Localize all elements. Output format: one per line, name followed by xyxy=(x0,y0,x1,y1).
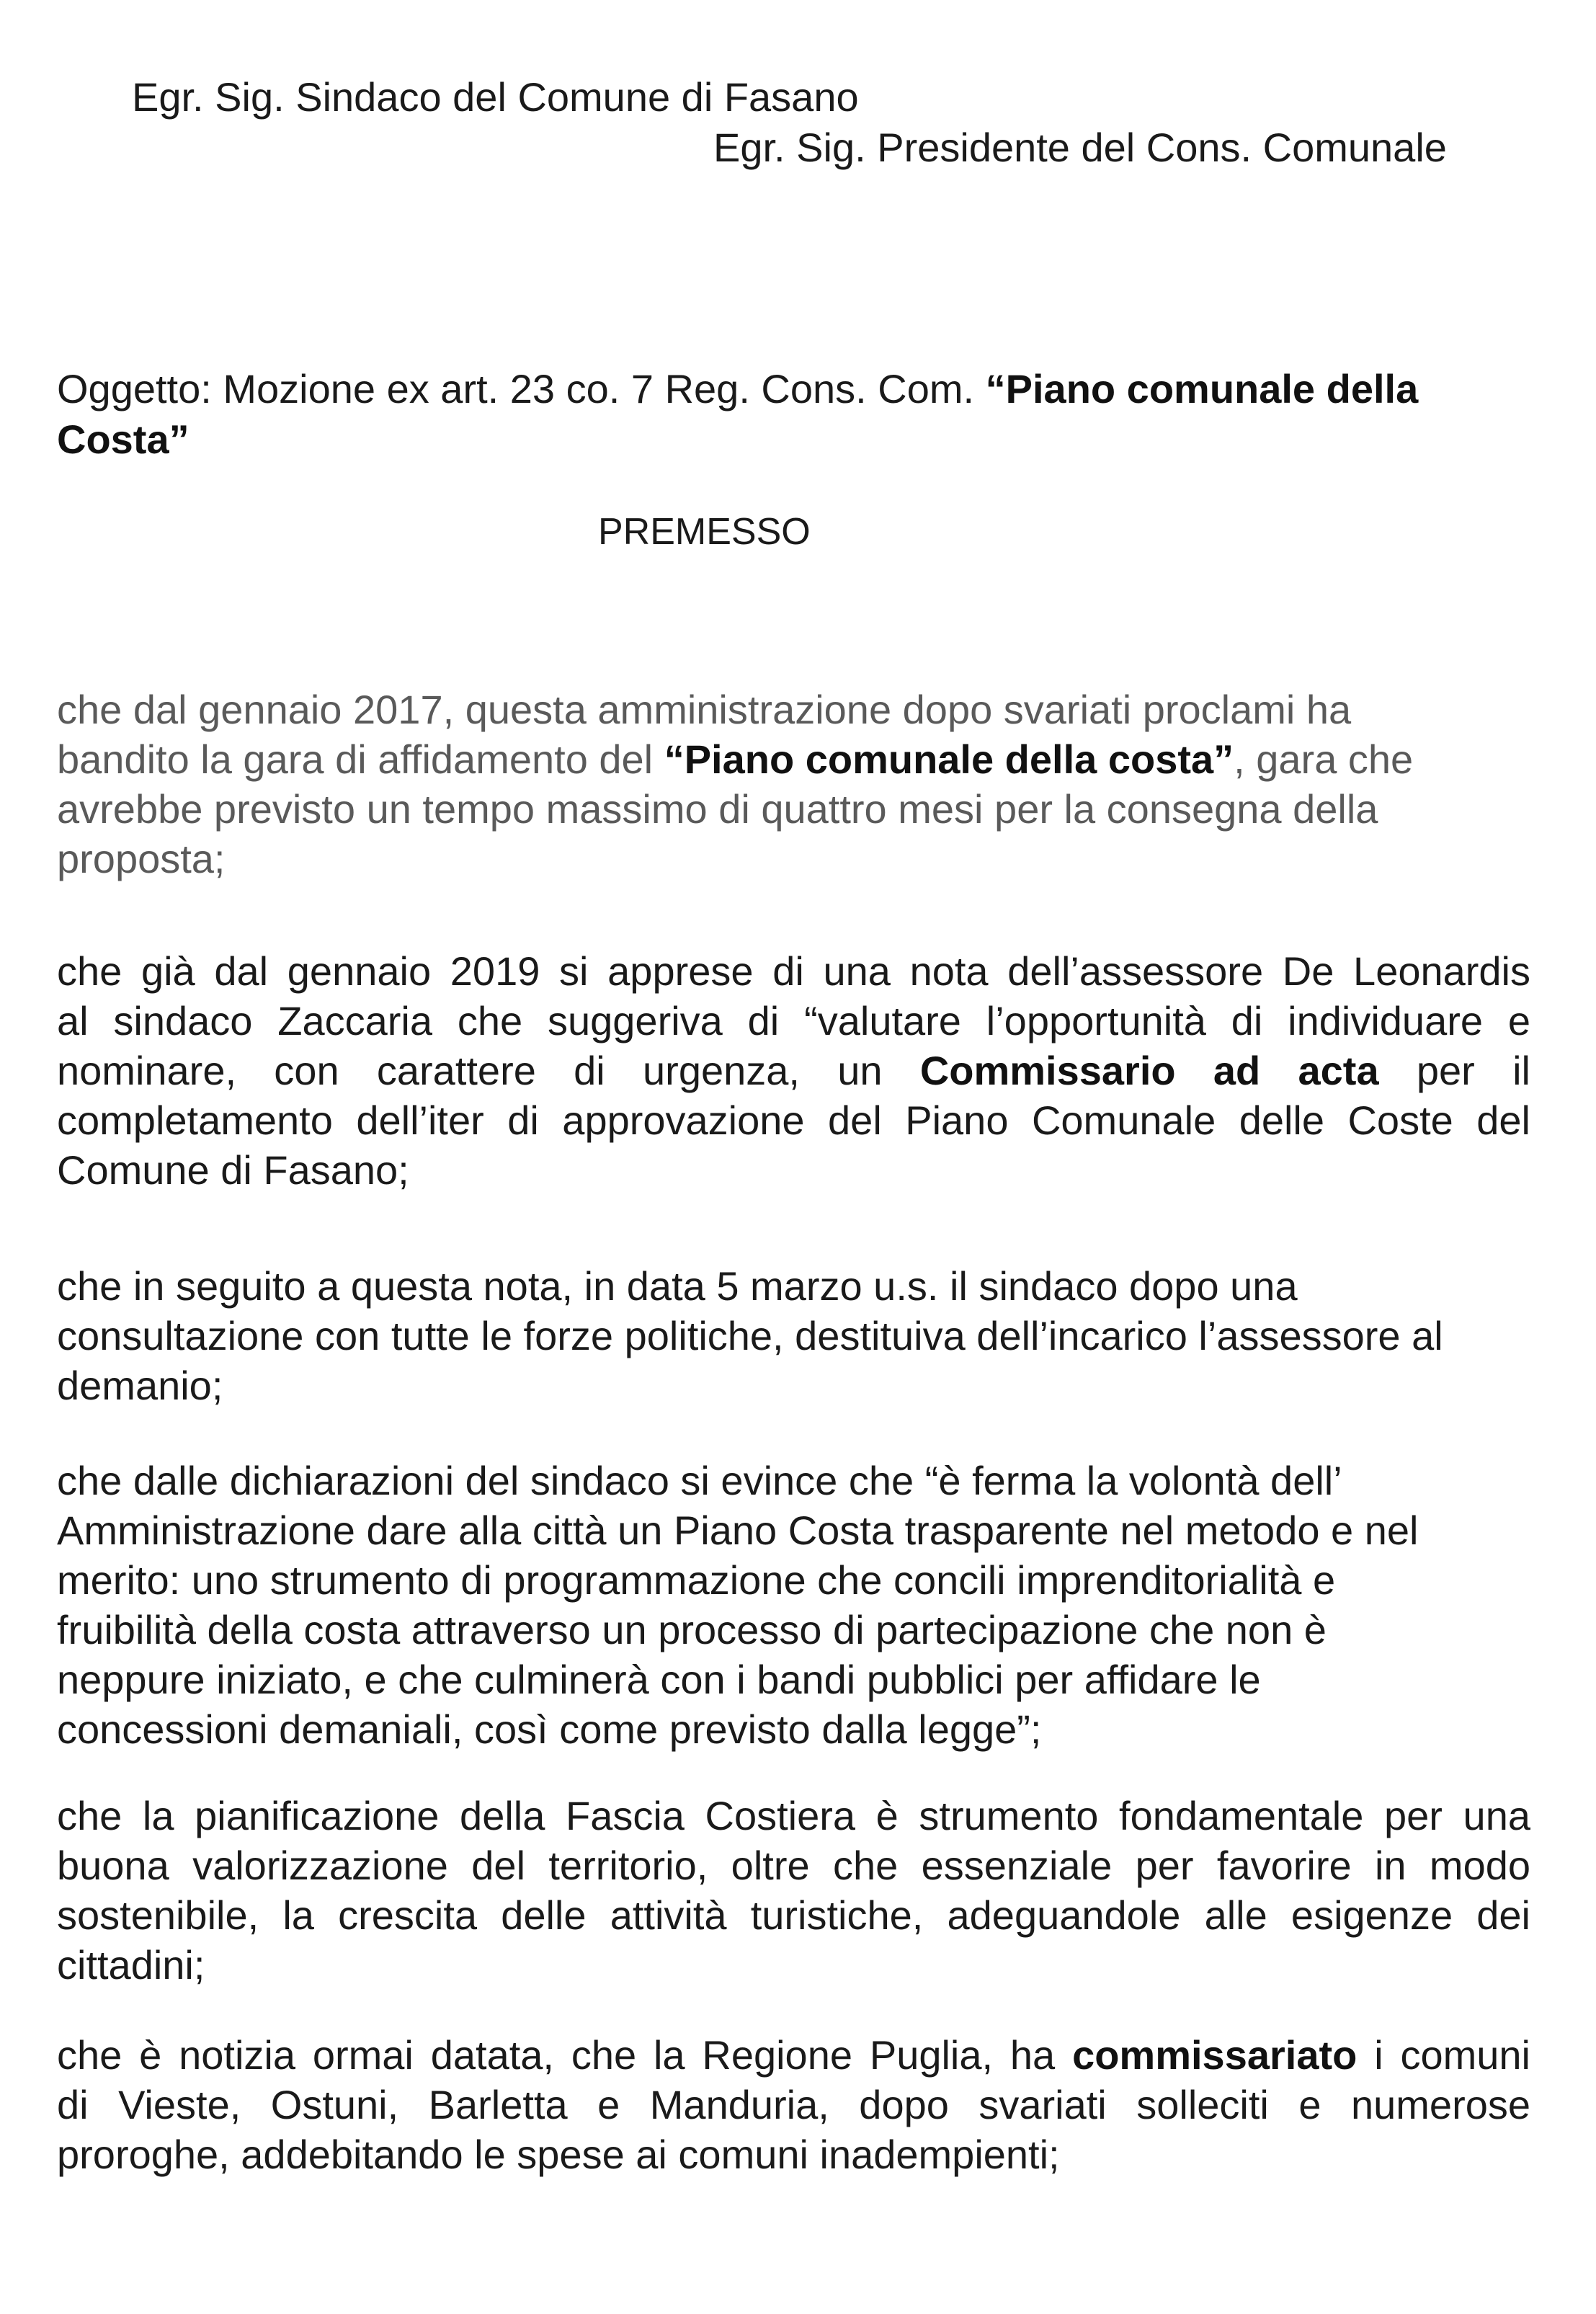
addressee-council-president: Egr. Sig. Presidente del Cons. Comunale xyxy=(713,125,1447,170)
paragraph-line: buona valorizzazione del territorio, oltre che essenziale per favorire in modo xyxy=(57,1843,1530,1888)
text-run: i comuni xyxy=(1357,2032,1531,2078)
bold-run-piano-comunale: “Piano comunale della costa” xyxy=(664,737,1234,782)
paragraph-line: proroghe, addebitando le spese ai comuni inadempienti; xyxy=(57,2132,1060,2177)
paragraph-line: di Vieste, Ostuni, Barletta e Manduria, dopo svariati solleciti e numerose xyxy=(57,2082,1530,2127)
paragraph-line: al sindaco Zaccaria che suggeriva di “valutare l’opportunità di individuare e xyxy=(57,998,1530,1043)
paragraph-line: che in seguito a questa nota, in data 5 marzo u.s. il sindaco dopo una xyxy=(57,1263,1298,1309)
paragraph-1 xyxy=(57,685,1530,884)
text-run: che è notizia ormai datata, che la Regione Puglia, ha xyxy=(57,2032,1073,2078)
paragraph-6 xyxy=(57,2030,1530,2179)
bold-run-commissariato: commissariato xyxy=(1072,2032,1358,2078)
paragraph-3 xyxy=(57,1261,1530,1410)
text-run: per il xyxy=(1378,1048,1530,1093)
addressee-mayor: Egr. Sig. Sindaco del Comune di Fasano xyxy=(132,74,859,120)
text-run: bandito la gara di affidamento del xyxy=(57,737,664,782)
subject-line xyxy=(57,364,1534,465)
paragraph-line: Amministrazione dare alla città un Piano Costa trasparente nel metodo e nel xyxy=(57,1508,1419,1553)
text-run: , gara che xyxy=(1234,737,1414,782)
paragraph-line: concessioni demaniali, così come previsto dalla legge”; xyxy=(57,1706,1042,1752)
paragraph-line: che dal gennaio 2017, questa amministrazione dopo svariati proclami ha xyxy=(57,687,1352,732)
paragraph-line xyxy=(57,734,1530,784)
paragraph-line: Comune di Fasano; xyxy=(57,1147,409,1193)
paragraph-line: sostenibile, la crescita delle attività turistiche, adeguandole alle esigenze dei xyxy=(57,1892,1530,1938)
paragraph-line xyxy=(57,1046,1530,1095)
paragraph-4 xyxy=(57,1456,1530,1754)
paragraph-line: avrebbe previsto un tempo massimo di quattro mesi per la consegna della xyxy=(57,786,1378,832)
paragraph-line xyxy=(57,2030,1530,2080)
paragraph-line: proposta; xyxy=(57,836,226,881)
paragraph-line: demanio; xyxy=(57,1363,223,1408)
paragraph-line: che dalle dichiarazioni del sindaco si evince che “è ferma la volontà dell’ xyxy=(57,1458,1342,1503)
paragraph-line: merito: uno strumento di programmazione che concili imprenditorialità e xyxy=(57,1557,1336,1603)
paragraph-2 xyxy=(57,946,1530,1195)
text-run: nominare, con carattere di urgenza, un xyxy=(57,1048,920,1093)
paragraph-line: completamento dell’iter di approvazione del Piano Comunale delle Coste del xyxy=(57,1098,1530,1143)
paragraph-line: fruibilità della costa attraverso un processo di partecipazione che non è xyxy=(57,1607,1327,1652)
section-heading-premesso: PREMESSO xyxy=(598,511,811,553)
paragraph-line: neppure iniziato, e che culminerà con i bandi pubblici per affidare le xyxy=(57,1657,1261,1702)
paragraph-line: che la pianificazione della Fascia Costiera è strumento fondamentale per una xyxy=(57,1793,1530,1838)
subject-prefix: Oggetto: Mozione ex art. 23 co. 7 Reg. Cons. Com. xyxy=(57,366,986,411)
paragraph-line: che già dal gennaio 2019 si apprese di una nota dell’assessore De Leonardis xyxy=(57,948,1530,994)
paragraph-5 xyxy=(57,1791,1530,1990)
paragraph-line: cittadini; xyxy=(57,1942,205,1988)
bold-run-commissario: Commissario ad acta xyxy=(919,1048,1379,1093)
subject-title-line2: Costa” xyxy=(57,417,190,462)
paragraph-line: consultazione con tutte le forze politiche, destituiva dell’incarico l’assessore al xyxy=(57,1313,1443,1358)
subject-title-line1: “Piano comunale della xyxy=(985,366,1419,411)
